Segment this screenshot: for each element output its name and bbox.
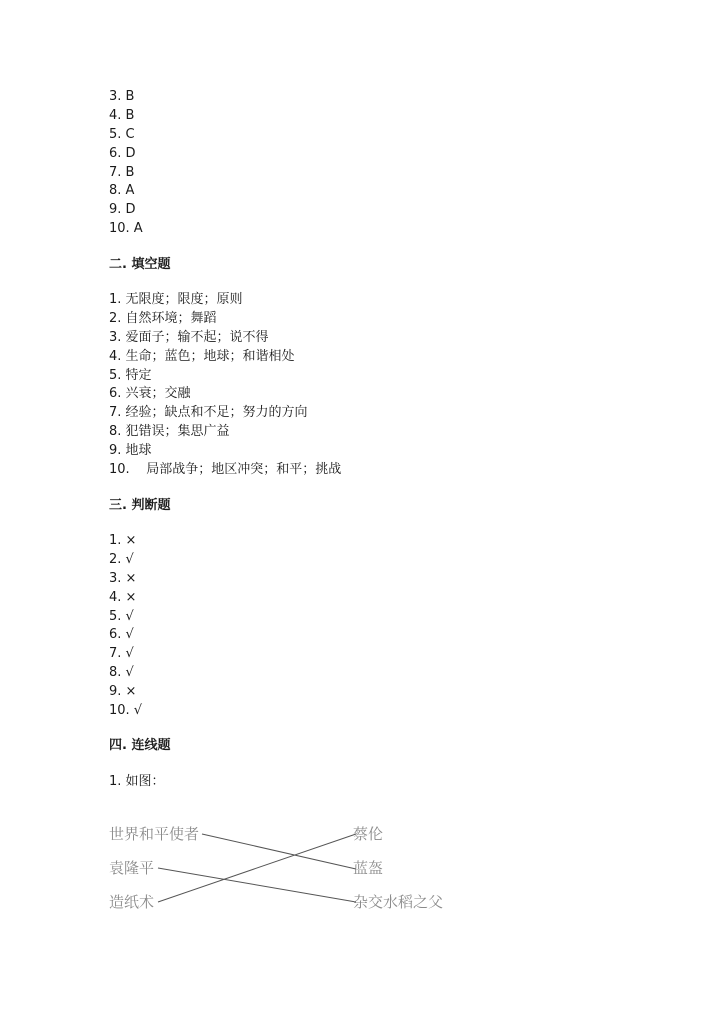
match-item-label: 1. 如图： bbox=[109, 774, 165, 789]
fill-answer: 10. 局部战争；地区冲突；和平；挑战 bbox=[109, 462, 342, 477]
left-item: 造纸术 bbox=[109, 893, 155, 911]
judge-answer: 9. × bbox=[109, 684, 137, 699]
match-line bbox=[158, 834, 356, 902]
left-item: 世界和平使者 bbox=[109, 825, 200, 843]
choice-answer: 5. C bbox=[109, 127, 135, 142]
right-item: 杂交水稻之父 bbox=[353, 893, 444, 911]
judge-answer: 1. × bbox=[109, 533, 137, 548]
fill-answer: 2. 自然环境；舞蹈 bbox=[109, 311, 217, 326]
fill-answer: 9. 地球 bbox=[109, 443, 152, 458]
judge-answer: 8. √ bbox=[109, 665, 134, 680]
left-item: 袁隆平 bbox=[109, 859, 155, 877]
section-heading-fill: 二. 填空题 bbox=[109, 257, 171, 272]
judge-answer: 5. √ bbox=[109, 609, 134, 624]
choice-answer: 8. A bbox=[109, 183, 135, 198]
judge-answer: 2. √ bbox=[109, 552, 134, 567]
judge-answer: 6. √ bbox=[109, 627, 134, 642]
judge-answer: 7. √ bbox=[109, 646, 134, 661]
fill-answer: 5. 特定 bbox=[109, 368, 152, 383]
choice-answer: 10. A bbox=[109, 221, 143, 236]
section-heading-match: 四. 连线题 bbox=[109, 738, 171, 753]
choice-answer: 7. B bbox=[109, 165, 135, 180]
right-item: 蔡伦 bbox=[353, 825, 384, 843]
matching-diagram bbox=[104, 812, 484, 922]
choice-answer: 4. B bbox=[109, 108, 135, 123]
fill-answer: 7. 经验；缺点和不足；努力的方向 bbox=[109, 405, 308, 420]
fill-answer: 6. 兴衰；交融 bbox=[109, 386, 191, 401]
choice-answer: 3. B bbox=[109, 89, 135, 104]
fill-answer: 1. 无限度；限度；原则 bbox=[109, 292, 243, 307]
match-line bbox=[158, 868, 356, 902]
judge-answer: 3. × bbox=[109, 571, 137, 586]
fill-answer: 4. 生命；蓝色；地球；和谐相处 bbox=[109, 349, 295, 364]
fill-answer: 8. 犯错误；集思广益 bbox=[109, 424, 230, 439]
section-heading-judge: 三. 判断题 bbox=[109, 498, 171, 513]
choice-answer: 6. D bbox=[109, 146, 136, 161]
fill-answer: 3. 爱面子；输不起；说不得 bbox=[109, 330, 269, 345]
match-line bbox=[202, 834, 356, 869]
choice-answer: 9. D bbox=[109, 202, 136, 217]
judge-answer: 10. √ bbox=[109, 703, 143, 718]
judge-answer: 4. × bbox=[109, 590, 137, 605]
right-item: 蓝盔 bbox=[353, 859, 384, 877]
